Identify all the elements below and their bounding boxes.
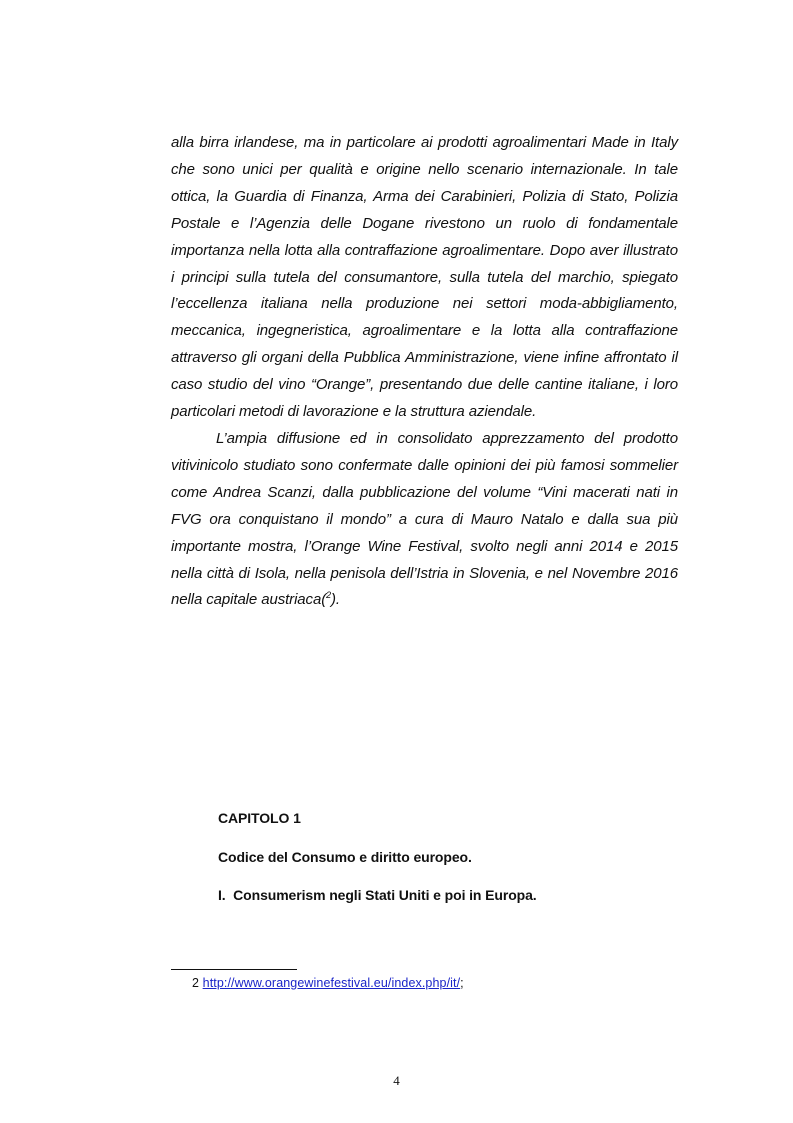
footnote-number: 2	[192, 976, 200, 990]
paragraph-2-text: L’ampia diffusione ed in consolidato apprezzamento del prodotto vitivinicolo studiato sono confermate dalle opinioni dei più famosi sommelier come Andrea Scanzi, dalla pubblicazione del volume “Vini macerati nati in FVG ora conquistano il mondo” a cura di Mauro Natalo e dalla sua più importante mostra, l’Orange Wine Festival, svolto negli anni 2014 e 2015 nella città di Isola, nella penisola dell’Istria in Slovenia, e nel Novembre 2016 nella capitale austriaca(	[171, 429, 678, 609]
body-text	[171, 130, 678, 614]
section-heading: I. Consumerism negli Stati Uniti e poi in Europa.	[218, 887, 537, 903]
chapter-title: Codice del Consumo e diritto europeo.	[218, 849, 472, 865]
chapter-heading: CAPITOLO 1	[218, 810, 301, 826]
footnote-link[interactable]: http://www.orangewinefestival.eu/index.php/it/	[202, 976, 461, 990]
paragraph-1: alla birra irlandese, ma in particolare ai prodotti agroalimentari Made in Italy che sono unici per qualità e origine nello scenario internazionale. In tale ottica, la Guardia di Finanza, Arma dei Carabinieri, Polizia di Stato, Polizia Postale e l’Agenzia delle Dogane rivestono un ruolo di fondamentale importanza nella lotta alla contraffazione agroalimentare. Dopo aver illustrato i principi sulla tutela del consumantore, sulla tutela del marchio, spiegato l’eccellenza italiana nella produzione nei settori moda-abbigliamento, meccanica, ingegneristica, agroalimentare e la lotta alla contraffazione attraverso gli organi della Pubblica Amministrazione, viene infine affrontato il caso studio del vino “Orange”, presentando due delle cantine italiane, i loro particolari metodi di lavorazione e la struttura aziendale.	[171, 134, 678, 421]
footnote-reference[interactable]: 2	[326, 590, 331, 601]
footnote-separator	[171, 969, 297, 970]
footnote-trailing: ;	[460, 976, 464, 990]
paragraph-2-end: ).	[331, 591, 340, 609]
footnote	[192, 976, 464, 990]
page-number: 4	[393, 1073, 400, 1088]
paragraph-2	[171, 426, 678, 614]
